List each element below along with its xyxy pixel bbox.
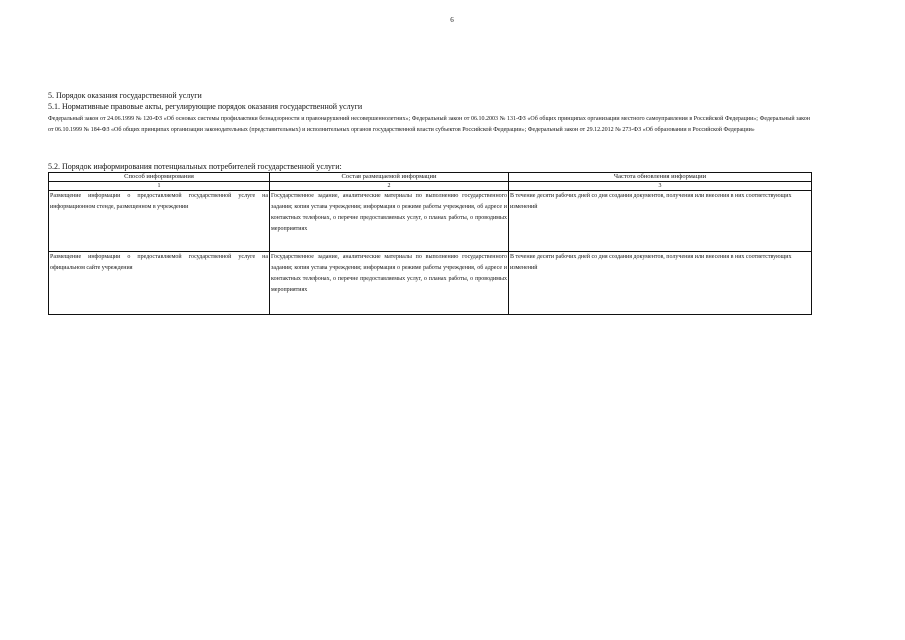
table-header-row bbox=[49, 173, 812, 182]
cell-method: Размещение информации о предоставляемой государственной услуге на официальном сайте учреждения bbox=[49, 252, 270, 315]
header-content: Состав размещаемой информации bbox=[270, 173, 509, 182]
cell-frequency: В течение десяти рабочих дней со дня создания документов, получения или внесения в них соответствующих изменений bbox=[509, 191, 812, 252]
cell-content: Государственное задание, аналитические материалы по выполнению государственного задания; копия устава учреждения; информация о режиме работы учреждения, об адресе и контактных телефонах, о перечне предоставляемых услуг, о планах работы, о проводимых мероприятиях bbox=[270, 191, 509, 252]
column-number-1: 1 bbox=[49, 182, 270, 191]
header-frequency: Частота обновления информации bbox=[509, 173, 812, 182]
column-number-3: 3 bbox=[509, 182, 812, 191]
header-method: Способ информирования bbox=[49, 173, 270, 182]
section-5-2-title: 5.2. Порядок информирования потенциальных потребителей государственной услуги: bbox=[48, 162, 342, 171]
cell-content: Государственное задание, аналитические материалы по выполнению государственного задания; копия устава учреждения; информация о режиме работы учреждения, об адресе и контактных телефонах, о перечне предоставляемых услуг, о планах работы, о проводимых мероприятиях bbox=[270, 252, 509, 315]
column-number-2: 2 bbox=[270, 182, 509, 191]
table-row bbox=[49, 252, 812, 315]
cell-frequency: В течение десяти рабочих дней со дня создания документов, получения или внесения в них соответствующих изменений bbox=[509, 252, 812, 315]
section-5-1-title: 5.1. Нормативные правовые акты, регулирующие порядок оказания государственной услуги bbox=[48, 102, 363, 111]
page-number: 6 bbox=[450, 16, 454, 24]
table-row bbox=[49, 191, 812, 252]
informing-table bbox=[48, 172, 812, 315]
cell-method: Размещение информации о предоставляемой государственной услуге на информационном стенде, размещенном в учреждении bbox=[49, 191, 270, 252]
legal-acts-text: Федеральный закон от 24.06.1999 № 120-ФЗ «Об основах системы профилактики безнадзорности и правонарушений несовершеннолетних»; Федеральный закон от 06.10.2003 № 131-ФЗ «Об общих принципах организации местного самоуправления в Российской Федерации»; Федеральный закон от 06.10.1999 № 184-ФЗ «Об общих принципах организации законодательных (представительных) и исполнительных органов государственной власти субъектов Российской Федерации»; Федеральный закон от 29.12.2012 № 273-ФЗ «Об образовании в Российской Федерации» bbox=[48, 116, 810, 134]
section-5-title: 5. Порядок оказания государственной услуги bbox=[48, 91, 202, 100]
table-number-row bbox=[49, 182, 812, 191]
